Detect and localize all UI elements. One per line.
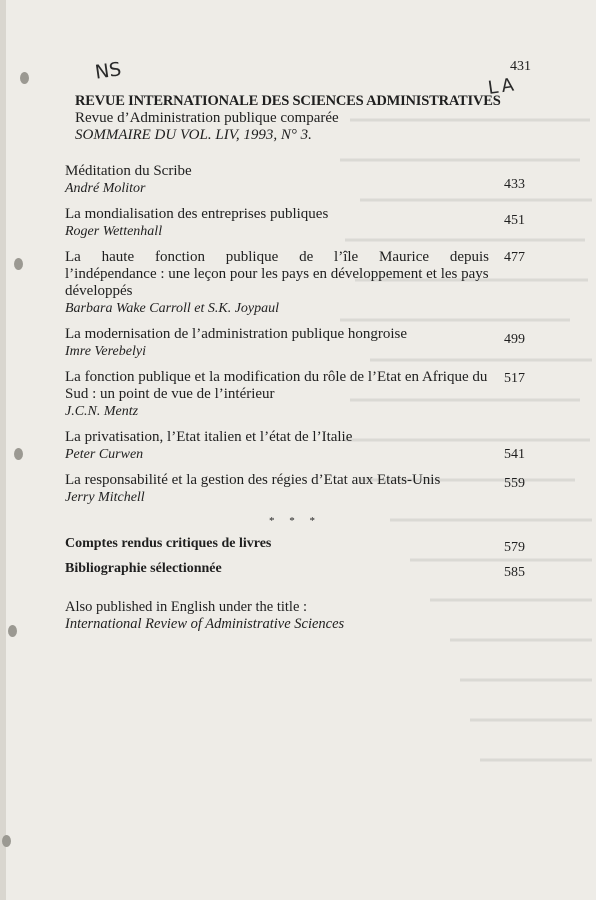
entry-page: 433 [504, 177, 525, 192]
page-number: 431 [510, 59, 531, 74]
entry-page: 499 [504, 332, 525, 347]
punch-hole [2, 835, 11, 847]
toc-entry [65, 472, 525, 506]
handwritten-initials-left: NS [93, 58, 123, 84]
binding-edge [0, 0, 6, 900]
entry-page: 477 [504, 250, 525, 265]
entry-page: 517 [504, 371, 525, 386]
toc-special-entry [65, 535, 525, 555]
toc-entry [65, 429, 525, 463]
also-published-note [65, 599, 525, 633]
entry-title: La fonction publique et la modification du rôle de l’Etat en Afrique du Sud : un point de vue de l’intérieur [65, 369, 488, 402]
entry-author: J.C.N. Mentz [65, 404, 139, 419]
toc-entry [65, 206, 525, 240]
english-title: International Review of Administrative Sciences [65, 616, 345, 632]
entry-page: 559 [504, 476, 525, 491]
toc-entry [65, 369, 525, 420]
entry-title-line1: La haute fonction publique de l’île Maurice depuis [65, 249, 489, 265]
punch-hole [20, 72, 29, 84]
entry-page: 541 [504, 447, 525, 462]
entry-title: La responsabilité et la gestion des régies d’Etat aux Etats-Unis [65, 472, 441, 488]
entry-author: André Molitor [65, 181, 146, 196]
entry-title: La modernisation de l’administration publique hongroise [65, 326, 408, 342]
handwritten-initials-right: LA [486, 74, 519, 99]
special-title: Bibliographie sélectionnée [65, 561, 222, 576]
entry-title: La mondialisation des entreprises publiques [65, 206, 329, 222]
toc-entry [65, 163, 525, 197]
punch-hole [14, 448, 23, 460]
toc-entry [65, 326, 525, 360]
toc-entry [65, 249, 525, 317]
punch-hole [8, 625, 17, 637]
special-page: 585 [504, 565, 525, 580]
entry-author: Imre Verebelyi [65, 344, 146, 359]
entry-author: Peter Curwen [65, 447, 144, 462]
toc-special-entry [65, 560, 525, 580]
punch-hole [14, 258, 23, 270]
special-title: Comptes rendus critiques de livres [65, 536, 272, 551]
entry-author: Barbara Wake Carroll et S.K. Joypaul [65, 301, 280, 316]
entry-title-continued: l’indépendance : une leçon pour les pays en développement et les pays développés [65, 266, 489, 299]
special-page: 579 [504, 540, 525, 555]
journal-subtitle: Revue d’Administration publique comparée [75, 110, 339, 126]
also-published-text: Also published in English under the title : [65, 599, 308, 615]
issue-line: SOMMAIRE DU VOL. LIV, 1993, N° 3. [75, 127, 312, 143]
entry-author: Roger Wettenhall [65, 224, 163, 239]
entry-page: 451 [504, 213, 525, 228]
journal-header [75, 93, 535, 144]
entry-title: La privatisation, l’Etat italien et l’état de l’Italie [65, 429, 353, 445]
table-of-contents [65, 163, 525, 633]
journal-title: REVUE INTERNATIONALE DES SCIENCES ADMINISTRATIVES [75, 93, 501, 109]
separator: * * * [269, 515, 321, 527]
entry-title: Méditation du Scribe [65, 163, 192, 179]
entry-author: Jerry Mitchell [65, 490, 145, 505]
